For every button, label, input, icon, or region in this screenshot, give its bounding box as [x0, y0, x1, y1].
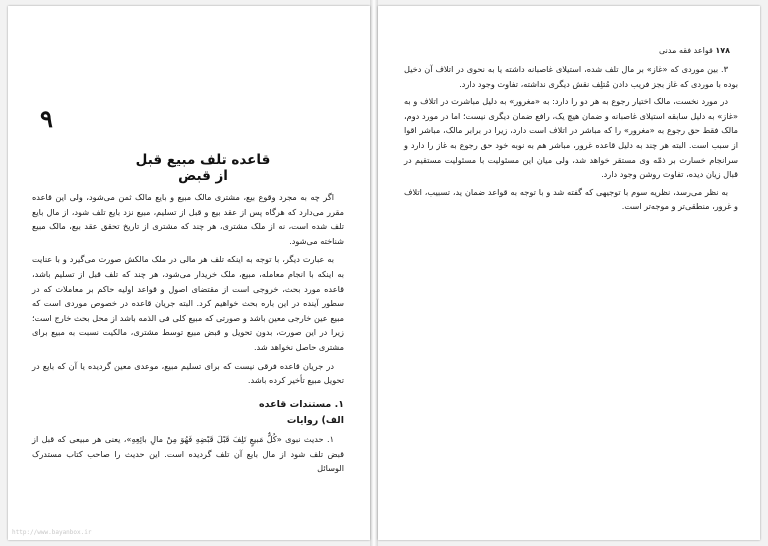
subsection-heading: الف) روایات [286, 415, 344, 427]
paragraph: در مورد نخست، مالک اختیار رجوع به هر دو را دارد: به «مغرور» به دلیل مباشرت در اتلاف و به «غاز» به دلیل سابقه استیلای غاصبانه و ضمان هیچ یک، رافع ضمان دیگری نیست؛ اما در مورد دوم، مالک فقط حق رجوع به «مغرور» را که مباشر در اتلاف است دارد، زیرا در برابر مالک، مباشر اقوا از سبب است. البته هر چند به دلیل قاعده غرور، مباشر هم به نوبه خود حق رجوع به غاز را دارد و سرانجام خسارت بر ذمّه وی مستقر خواهد شد، ولی میان این مسئولیت با مسئولیت مستقیم در قبال زیان دیده، تفاوت روشن وجود دارد. [404, 96, 738, 180]
paragraph: اگر چه به مجرد وقوع بیع، مشتری مالک مبیع و بایع مالک ثمن می‌شود، ولی این قاعده مقرر می‌دارد که هرگاه پس از عقد بیع و قبل از تسلیم، مبیع نزد بایع تلف شود، از مال بایع تلف شده است، نه از ملک مشتری، هر چند که مشتری از تاریخ تحقق عقد بیع، مالک مبیع شناخته می‌شود. [32, 192, 344, 246]
left-page-body [32, 190, 344, 480]
running-head [659, 46, 730, 55]
paragraph: به عبارت دیگر، با توجه به اینکه تلف هر مالی در ملک مالکش صورت می‌گیرد و با عنایت به اینکه با انجام معامله، مبیع، ملک خریدار می‌شود، هر چند که تلف قبل از تسلیم باشد، قاعده مورد بحث، خروجی است از مقتضای اصول و قواعد اولیه حاکم بر معاملات که در سطور آینده در این باره بحث خواهیم کرد. البته جریان قاعده در خصوص موردی است که مبیع عین خارجی معین باشد و صورتی که مبیع کلی فی الذمه باشد از محل بحث خارج است؛ زیرا در این صورت، بدون تحویل و قبض مبیع توسط مشتری، مالکیت نسبت به مبیع برای مشتری حاصل نخواهد شد. [32, 254, 344, 352]
paragraph: به نظر می‌رسد، نظریه سوم با توجیهی که گفته شد و با توجه به قواعد ضمان ید، تسبیب، اتلاف و غرور، منطقی‌تر و موجه‌تر است. [404, 186, 738, 212]
chapter-number: ۹ [40, 104, 53, 133]
left-page [8, 6, 370, 540]
paragraph: ۳. بین موردی که «غاز» بر مال تلف شده، استیلای غاصبانه داشته یا به نحوی در اتلاف آن دخیل بوده با موردی که غاز بجز فریب دادن مُتلِف نقش دیگری نداشته، تفاوت وجود دارد. [404, 64, 738, 89]
section-heading: ۱. مستندات قاعده [258, 398, 344, 410]
paragraph: ۱. حدیث نبوی «کُلُّ مَبیعٍ تَلِفَ قَبْلَ قَبْضِهِ فَهُوَ مِنْ مالِ بائِعِهِ»، یعنی هر مبیعی که قبل از قبض تلف شود از مال بایع آن تلف گردیده است. این حدیث را صاحب کتاب مستدرک الوسائل [32, 433, 344, 474]
right-page [378, 6, 760, 540]
running-head-title: قواعد فقه مدنی [659, 46, 713, 55]
chapter-title: قاعده تلف مبیع قبل از قبض [135, 152, 271, 184]
page-number: ۱۷۸ [715, 46, 730, 55]
paragraph: در جریان قاعده فرقی نیست که برای تسلیم مبیع، موعدی معین گردیده یا آن که بایع در تحویل مبیع تأخیر کرده باشد. [32, 360, 344, 386]
book-gutter [370, 0, 378, 546]
watermark: http://www.bayanbox.ir [12, 529, 92, 536]
right-page-body [404, 62, 738, 217]
